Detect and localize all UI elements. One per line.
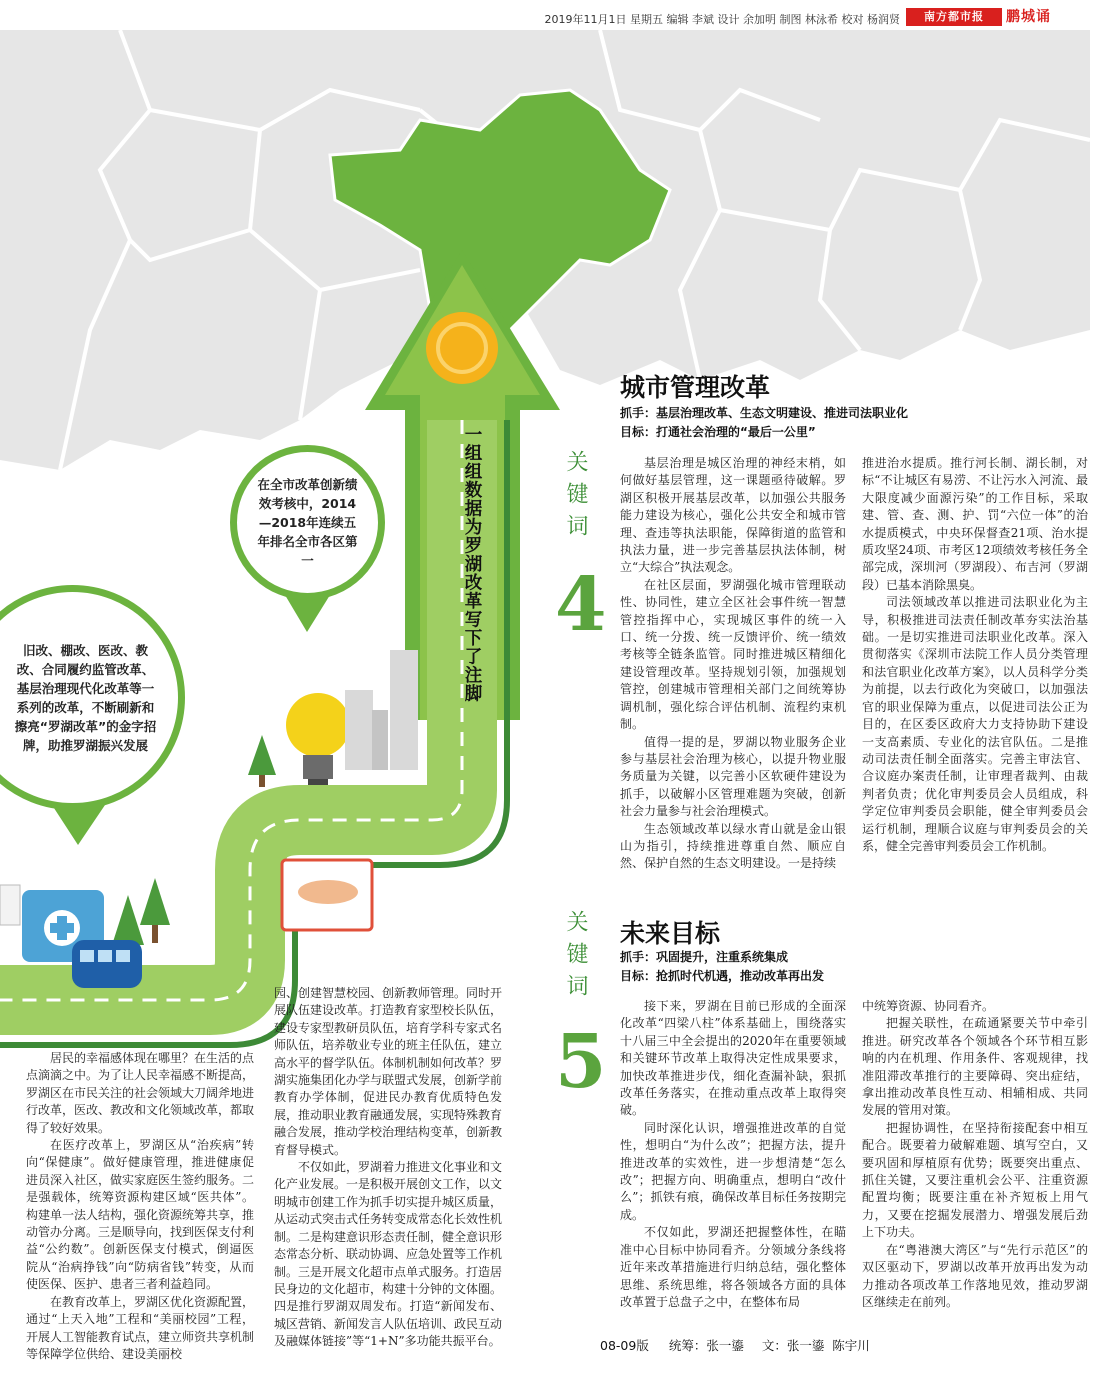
illustration-vertical-title: 一组组数据为罗湖改革写下了注脚 <box>462 425 482 703</box>
section5-number: 5 <box>555 1019 607 1105</box>
section5-title: 未来目标 <box>620 919 721 948</box>
paragraph: 不仅如此，罗湖还把握整体性，在瞄准中心目标中协同看齐。分领域分条线将近年来改革措施进行归纳总结，强化整体思维、系统思维，将各领域各方面的具体改革置于总盘子之中，在整体布局 <box>620 1225 846 1309</box>
light-bulb-icon <box>286 693 350 785</box>
section-logo: 鹏城诵 <box>1006 9 1051 25</box>
header-info: 2019年11月1日 星期五 编辑 李斌 设计 余加明 制图 林泳希 校对 杨润贤 <box>544 13 900 26</box>
paragraph: 中统筹资源、协同看齐。 <box>862 999 995 1013</box>
paragraph: 把握协调性，在坚持衔接配套中相互配合。既要着力破解难题、填写空白，又要巩固和厚植原有优势；既要突出重点、抓住关键，又要注重机会公平、注重资源配置均衡；既要注重在补齐短板上用气力，又要在挖掘发展潜力、增强发展后劲上下功夫。 <box>862 1120 1088 1240</box>
paragraph: 园、创建智慧校园、创新教师管理。同时开展队伍建设改革。打造教育家型校长队伍，建设专家型教研员队伍，培育学科专家式名师队伍，培养敬业专业的班主任队伍，建立高水平的督学队伍。体制机制如何改革？罗湖实施集团化办学与联盟式发展，创新学前教育办学体制，促进民办教育优质特色发展，推动职业教育融通发展，实现特殊教育融合发展，推动学校治理结构变革，创新教育督导模式。 <box>274 986 503 1157</box>
section5-column-1 <box>620 998 846 1311</box>
ranking-bubble: 在全市改革创新绩效考核中，2014—2018年连续五年排名全市各区第一 <box>230 445 385 600</box>
section4-subtitle-goal: 目标：打通社会治理的“最后一公里” <box>620 425 816 439</box>
paragraph: 在社区层面，罗湖强化城市管理联动性、协同性，建立全区社会事件统一智慧管控指挥中心，实现城区事件的统一入口、统一分拨、统一反馈评价、统一绩效考核等全链条监管。同时推进城区精细化建设管理改革。坚持规划引领，加强规划管控，创建城市管理相关部门之间统筹协调机制，强化综合评估机制、流程约束机制。 <box>620 577 846 732</box>
planner-label: 统筹： <box>668 1338 707 1353</box>
section4-number: 4 <box>555 562 607 648</box>
paragraph: 基层治理是城区治理的神经末梢，如何做好基层管理，这一课题亟待破解。罗湖区积极开展基层改革，以加强公共服务能力建设为核心，强化公共安全和城市管理、查违等执法职能，保障街道的监管和执法力量，进一步完善基层执法体制，树立“大综合”执法观念。 <box>620 456 846 575</box>
bus-icon <box>72 940 142 988</box>
paragraph: 接下来，罗湖在目前已形成的全面深化改革“四梁八柱”体系基础上，围绕落实十八届三中全会提出的2020年在重要领域和关键环节改革上取得决定性成果要求，加快改革推进步伐，细化查漏补缺，狠抓改革任务落实，在推动重点改革上取得突破。 <box>620 999 846 1118</box>
city-buildings-icon <box>345 650 418 770</box>
paragraph: 生态领域改革以绿水青山就是金山银山为指引，持续推进尊重自然、顺应自然、保护自然的生态文明建设。一是持续 <box>620 821 846 871</box>
section5-subtitle-goal: 目标：抢抓时代机遇，推动改革再出发 <box>620 969 825 983</box>
paragraph: 不仅如此，罗湖着力推进文化事业和文化产业发展。一是积极开展创文工作，以文明城市创建工作为抓手切实提升城区质量，从运动式突击式任务转变成常态化长效性机制。二是构建意识形态责任制，健全意识形态常态分析、联动协调、应急处置等工作机制。三是开展文化超市点单式服务。打造居民身边的文化超市，构建十分钟的文体圈。四是推行罗湖双周发布。打造“新闻发布、城区营销、新闻发言人队伍培训、政民互动及融媒体链接”等“1+N”多功能共振平台。 <box>274 1160 503 1349</box>
section4-keyword-label: 关键词 <box>563 450 588 546</box>
paragraph: 同时深化认识，增强推进改革的自觉性，想明白“为什么改”；把握方法，提升推进改革的实效性，进一步想清楚“怎么改”；把握方向、明确重点，想明白“改什么”；抓铁有痕，确保改革目标任务按期完成。 <box>620 1120 846 1222</box>
paragraph: 值得一提的是，罗湖以物业服务企业参与基层社会治理为核心，以提升物业服务质量为关键，以完善小区软硬件建设为抓手，以破解小区管理难题为突破，创新社会力量参与社会治理模式。 <box>620 734 846 819</box>
paragraph: 在教育改革上，罗湖区优化资源配置，通过“上天入地”工程和“美丽校园”工程，开展人工智能教育试点，建立师资共享机制等保障学位供给、建设美丽校 <box>26 1294 255 1361</box>
newspaper-logo: 南方都市报 <box>906 8 1002 26</box>
paragraph: 把握关联性，在疏通紧要关节中牵引推进。研究改革各个领域各个环节相互影响的内在机理、作用条件、客观规律，找准阻滞改革推行的主要障碍、突出症结，拿出推动改革良性互动、相辅相成、共同发展的管用对策。 <box>862 1016 1088 1118</box>
section5-keyword-label: 关键词 <box>563 910 588 1006</box>
paragraph: 司法领域改革以推进司法职业化为主导，积极推进司法责任制改革夯实法治基础。一是切实推进司法职业化改革。深入贯彻落实《深圳市法院工作人员分类管理和法官职业化改革方案》，以人员科学分类为前提，以去行政化为突破口，以加强法官的职业保障为重点，以促进司法公正为目的，在区委区政府大力支持协助下建设一支高素质、专业化的法官队伍。二是推动司法责任制全面落实。完善主审法官、合议庭办案责任制，让审理者裁判、由裁判者负责；优化审判委员会人员组成，科学定位审判委员会职能，健全审判委员会运行机制，理顺合议庭与审判委员会的关系，健全完善审判委员会工作机制。 <box>862 595 1088 853</box>
page-footer <box>600 1336 1100 1354</box>
page-header <box>0 0 1100 30</box>
bubble-pointer-left <box>52 805 105 845</box>
page-number: 08-09版 <box>600 1338 649 1353</box>
writer-label: 文： <box>761 1338 787 1353</box>
paragraph: 推进治水提质。推行河长制、湖长制，对标“不让城区有易涝、不让污水入河流、最大限度减少面源污染”的工作目标，采取建、管、查、测、护、罚“六位一体”的治水提质模式，中央环保督查21项、治水提质攻坚24项、市考区12项绩效考核任务全部完成，深圳河（罗湖段）、布吉河（罗湖段）已基本消除黑臭。 <box>862 456 1088 592</box>
writer-names: 张一鎏 陈宇川 <box>786 1338 870 1353</box>
paragraph: 在“粤港澳大湾区”与“先行示范区”的双区驱动下，罗湖以改革开放再出发为动力推动各项改革工作落地见效，推动罗湖区继续走在前列。 <box>862 1242 1088 1309</box>
bubble-pointer-right <box>285 595 330 632</box>
planner-name: 张一鎏 <box>706 1338 744 1353</box>
paragraph: 在医疗改革上，罗湖区从“治疾病”转向“保健康”。做好健康管理，推进健康促进员深入社区，做实家庭医生签约服务。二是强载体，统筹资源构建区域“医共体”。构建单一法人结构，强化资源统筹共享，推动管办分离。三是顺导向，找到医保支付利益“公约数”。创新医保支付模式，倒逼医院从“治病挣钱”向“防病省钱”转变，从而使医保、医护、患者三者利益趋同。 <box>26 1138 255 1292</box>
paragraph: 居民的幸福感体现在哪里？在生活的点点滴滴之中。为了让人民幸福感不断提高，罗湖区在市民关注的社会领域大刀阔斧地进行改革，医改、教改和文化领域改革，都取得了较好效果。 <box>26 1051 255 1135</box>
section5-column-2 <box>862 998 1088 1311</box>
social-reform-column-1 <box>26 1050 254 1363</box>
section4-column-2 <box>862 455 1088 855</box>
social-reform-column-2 <box>274 985 502 1351</box>
reform-summary-bubble: 旧改、棚改、医改、教改、合同履约监管改革、基层治理现代化改革等一系列的改革，不断刷新和擦亮“罗湖改革”的金字招牌，助推罗湖振兴发展 <box>0 585 185 810</box>
agreement-document-icon <box>282 860 372 930</box>
section4-title: 城市管理改革 <box>620 373 771 402</box>
section4-column-1 <box>620 455 846 873</box>
section4-subtitle-handle: 抓手：基层治理改革、生态文明建设、推进司法职业化 <box>620 406 909 420</box>
section5-subtitle-handle: 抓手：巩固提升，注重系统集成 <box>620 950 789 964</box>
